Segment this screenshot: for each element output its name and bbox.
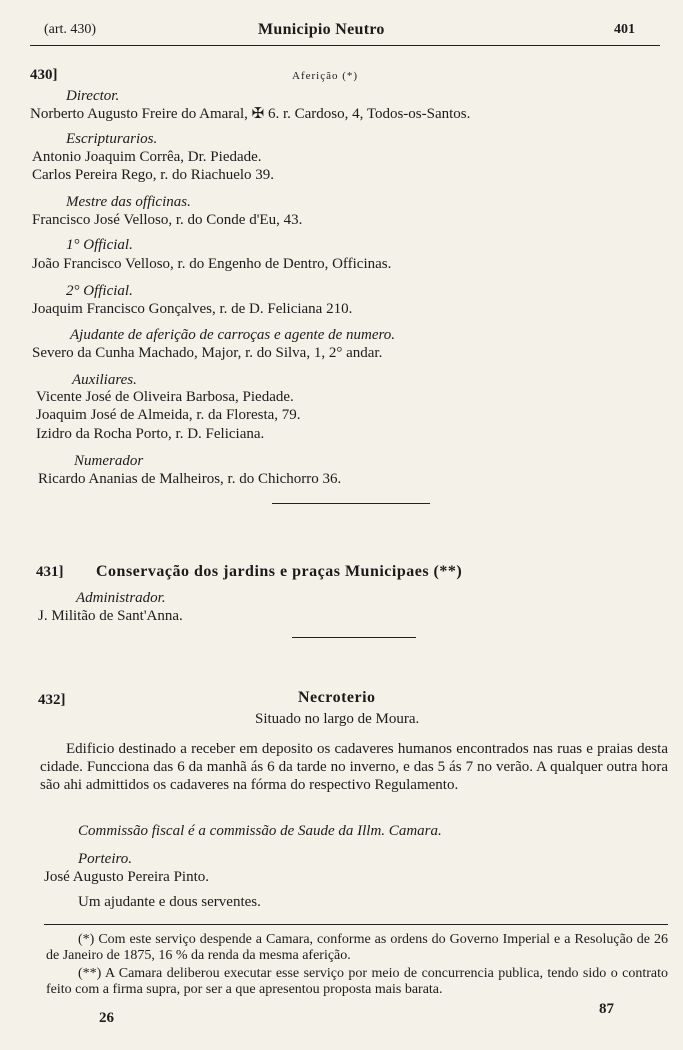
section-432-subtitle: Situado no largo de Moura. [255,711,420,727]
primeiro-official-label: 1° Official. [66,237,133,253]
primeiro-official-entry: João Francisco Velloso, r. do Engenho de Dentro, Officinas. [32,256,392,272]
porteiro-entry: José Augusto Pereira Pinto. [44,869,209,885]
header-article-ref: (art. 430) [44,22,97,37]
section-divider [272,503,430,504]
auxiliar-entry: Vicente José de Oliveira Barbosa, Piedade. [36,389,294,405]
section-430-number: 430] [30,67,58,83]
footer-signature-left: 26 [99,1010,114,1026]
page-number: 401 [614,22,635,37]
footnote-rule [44,924,668,925]
ajudante-entry: Severo da Cunha Machado, Major, r. do Silva, 1, 2° andar. [32,345,383,361]
footer-signature-right: 87 [599,1001,614,1017]
section-432-title: Necroterio [298,689,376,706]
auxiliares-label: Auxiliares. [72,372,137,388]
ajudante-label: Ajudante de aferição de carroças e agente de numero. [70,327,396,343]
section-431-number: 431] [36,564,64,580]
page-header-title: Municipio Neutro [258,21,385,38]
mestre-entry: Francisco José Velloso, r. do Conde d'Eu, 43. [32,212,303,228]
necroterio-paragraph: Edificio destinado a receber em deposito os cadaveres humanos encontrados nas ruas e praias desta cidade. Funcciona das 6 da manhã ás 6 da tarde no inverno, e das 5 ás 7 no verão. A qualquer outra hora são ahi admittidos os cadaveres na fórma do respectivo Regulamento. [40,741,668,793]
numerador-label: Numerador [74,453,144,469]
director-entry: Norberto Augusto Freire do Amaral, ✠ 6. r. Cardoso, 4, Todos-os-Santos. [30,106,471,122]
numerador-entry: Ricardo Ananias de Malheiros, r. do Chichorro 36. [38,471,342,487]
section-432-number: 432] [38,692,66,708]
auxiliar-entry: Izidro da Rocha Porto, r. D. Feliciana. [36,426,265,442]
escripturarios-label: Escripturarios. [66,131,158,147]
mestre-label: Mestre das officinas. [66,194,191,210]
segundo-official-entry: Joaquim Francisco Gonçalves, r. de D. Feliciana 210. [32,301,353,317]
section-431-title: Conservação dos jardins e praças Municipaes (**) [96,563,463,580]
escripturario-entry: Carlos Pereira Rego, r. do Riachuelo 39. [32,167,275,183]
section-430-title: Aferição (*) [292,70,359,82]
segundo-official-label: 2° Official. [66,283,133,299]
auxiliar-entry: Joaquim José de Almeida, r. da Floresta, 79. [36,407,301,423]
footnote-1: (*) Com este serviço despende a Camara, conforme as ordens do Governo Imperial e a Resolução de 26 de Janeiro de 1875, 16 % da renda da mesma aferição. [46,932,668,963]
director-label: Director. [66,88,120,104]
administrador-entry: J. Militão de Sant'Anna. [38,608,183,624]
ajudante-serventes: Um ajudante e dous serventes. [78,894,261,910]
escripturario-entry: Antonio Joaquim Corrêa, Dr. Piedade. [32,149,262,165]
header-rule [30,45,660,46]
administrador-label: Administrador. [76,590,166,606]
porteiro-label: Porteiro. [78,851,133,867]
commissao-fiscal: Commissão fiscal é a commissão de Saude da Illm. Camara. [78,823,442,839]
footnote-2: (**) A Camara deliberou executar esse serviço por meio de concurrencia publica, tendo sido o contrato feito com a firma supra, por ser a que apresentou proposta mais barata. [46,966,668,997]
section-divider [292,637,416,638]
